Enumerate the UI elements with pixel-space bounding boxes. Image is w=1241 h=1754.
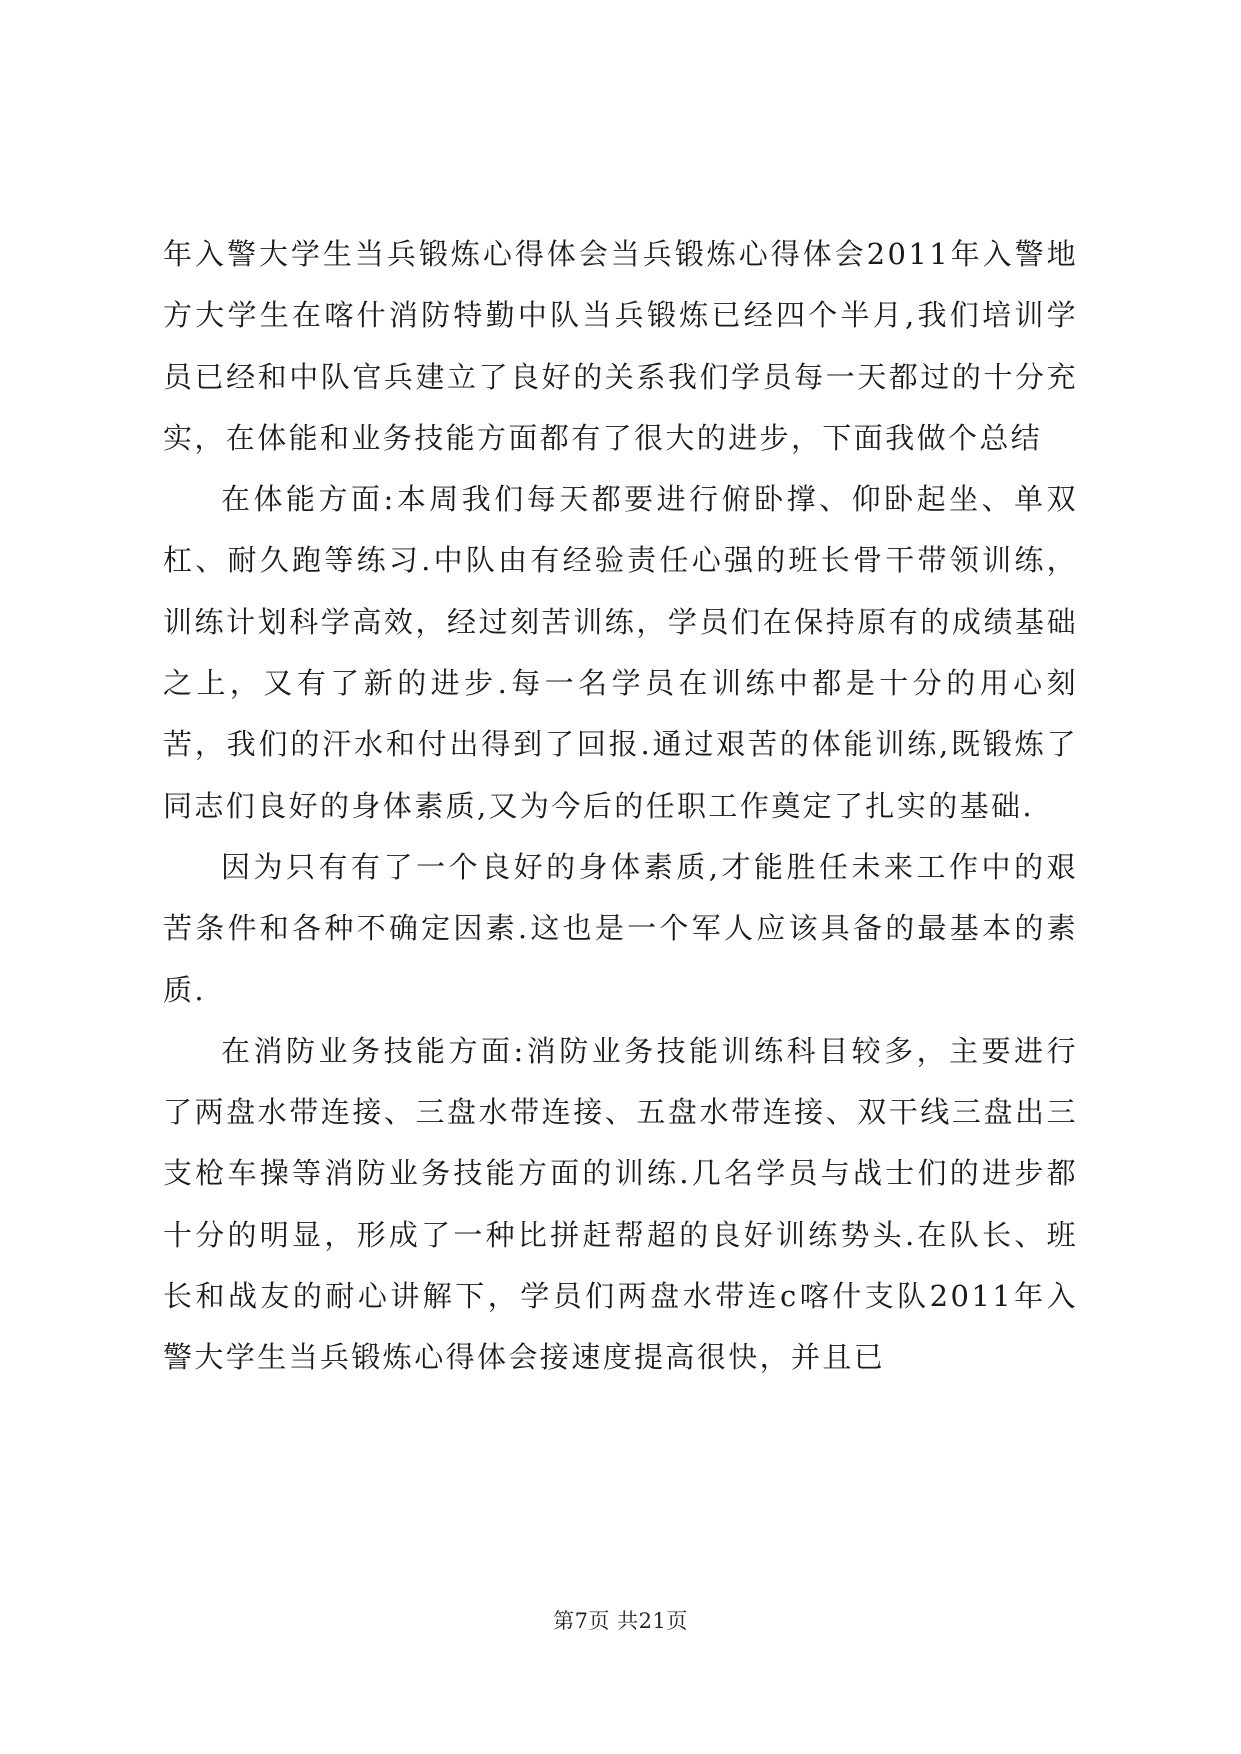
paragraph-physical-training: 在体能方面:本周我们每天都要进行俯卧撑、仰卧起坐、单双杠、耐久跑等练习.中队由有经验责任心强的班长骨干带领训练，训练计划科学高效，经过刻苦训练，学员们在保持原有的成绩基础之上，又有了新的进步.每一名学员在训练中都是十分的用心刻苦，我们的汗水和付出得到了回报.通过艰苦的体能训练,既锻炼了同志们良好的身体素质,又为今后的任职工作奠定了扎实的基础. (163, 482, 1078, 823)
paragraph-physical-quality: 因为只有有了一个良好的身体素质,才能胜任未来工作中的艰苦条件和各种不确定因素.这也是一个军人应该具备的最基本的素质. (163, 849, 1078, 1007)
document-body (163, 224, 1078, 1389)
page-number-footer: 第7页 共21页 (553, 1609, 688, 1633)
paragraph-intro: 年入警大学生当兵锻炼心得体会当兵锻炼心得体会2011年入警地方大学生在喀什消防特勤中队当兵锻炼已经四个半月,我们培训学员已经和中队官兵建立了良好的关系我们学员每一天都过的十分充实，在体能和业务技能方面都有了很大的进步，下面我做个总结 (163, 237, 1078, 455)
paragraph-firefighting-skills: 在消防业务技能方面:消防业务技能训练科目较多，主要进行了两盘水带连接、三盘水带连接、五盘水带连接、双干线三盘出三支枪车操等消防业务技能方面的训练.几名学员与战士们的进步都十分的明显，形成了一种比拼赶帮超的良好训练势头.在队长、班长和战友的耐心讲解下，学员们两盘水带连c喀什支队2011年入警大学生当兵锻炼心得体会接速度提高很快，并且已 (163, 1033, 1078, 1375)
